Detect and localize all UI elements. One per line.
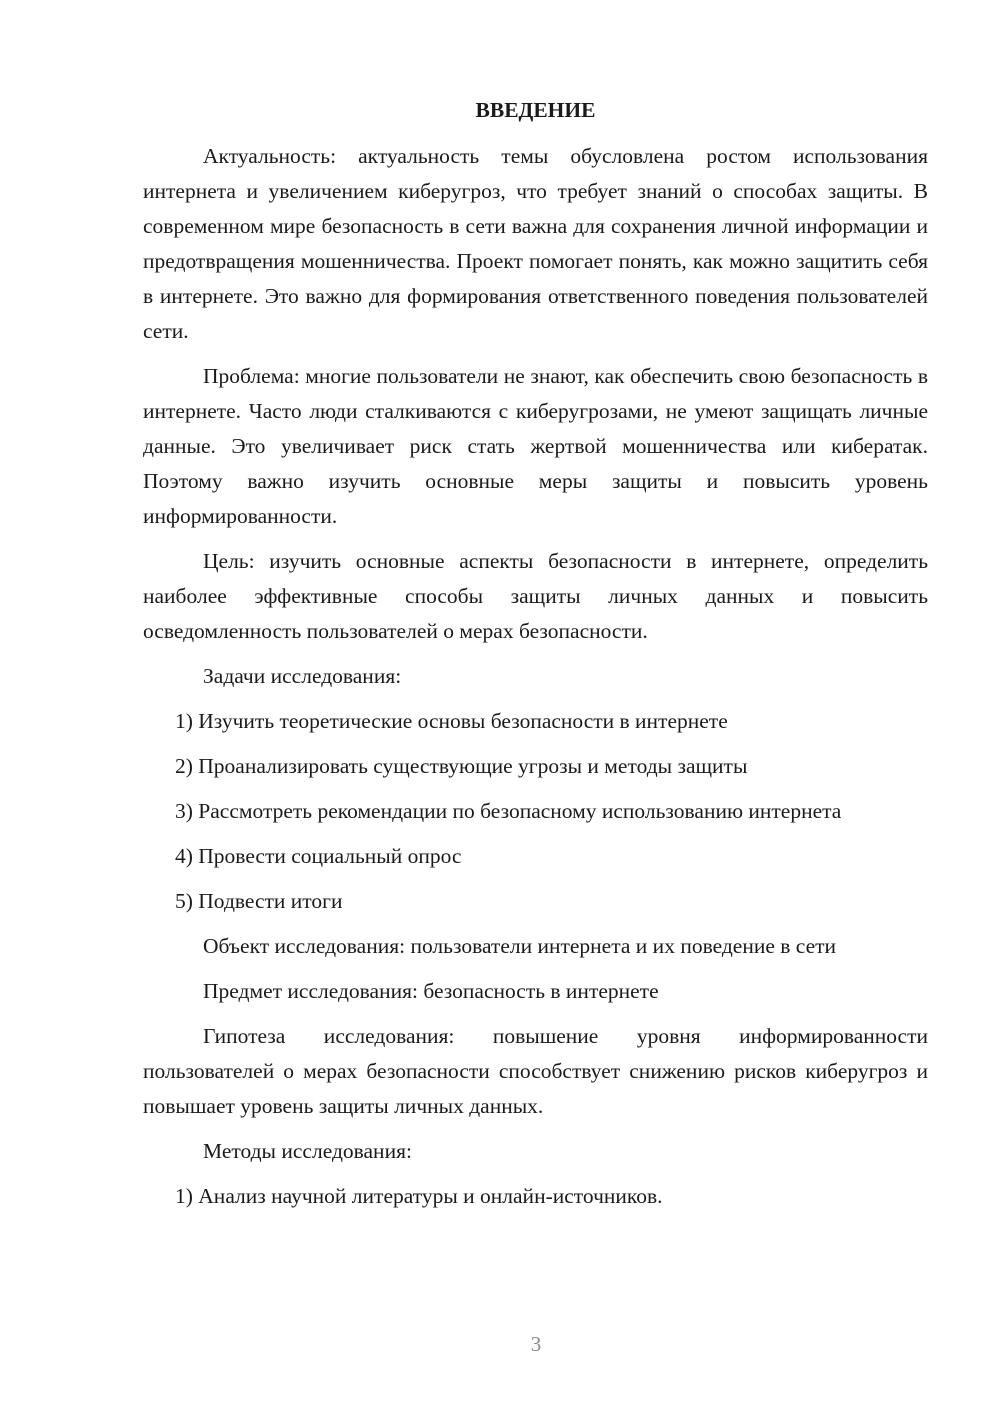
page-number: 3 bbox=[530, 1332, 542, 1356]
section-title: ВВЕДЕНИЕ bbox=[475, 98, 596, 122]
list-item-task-5: 5) Подвести итоги bbox=[175, 889, 343, 913]
paragraph-methods-heading: Методы исследования: bbox=[203, 1139, 412, 1163]
paragraph-object: Объект исследования: пользователи интернета и их поведение в сети bbox=[203, 934, 837, 958]
document-page bbox=[143, 95, 928, 1224]
list-item-method-1: 1) Анализ научной литературы и онлайн-источников. bbox=[175, 1184, 663, 1208]
paragraph-relevance: Актуальность: актуальность темы обусловлена ростом использования интернета и увеличением киберугроз, что требует знаний о способах защиты. В современном мире безопасность в сети важна для сохранения личной информации и предотвращения мошенничества. Проект помогает понять, как можно защитить себя в интернете. Это важно для формирования ответственного поведения пользователей сети. bbox=[143, 144, 928, 343]
list-item-task-1: 1) Изучить теоретические основы безопасности в интернете bbox=[175, 709, 728, 733]
paragraph-tasks-heading: Задачи исследования: bbox=[203, 664, 402, 688]
paragraph-hypothesis: Гипотеза исследования: повышение уровня информированности пользователей о мерах безопасности способствует снижению рисков киберугроз и повышает уровень защиты личных данных. bbox=[143, 1024, 928, 1118]
list-item-task-2: 2) Проанализировать существующие угрозы и методы защиты bbox=[175, 754, 748, 778]
paragraph-goal: Цель: изучить основные аспекты безопасности в интернете, определить наиболее эффективные способы защиты личных данных и повысить осведомленность пользователей о мерах безопасности. bbox=[143, 549, 928, 643]
list-item-task-4: 4) Провести социальный опрос bbox=[175, 844, 462, 868]
list-item-task-3: 3) Рассмотреть рекомендации по безопасному использованию интернета bbox=[175, 799, 842, 823]
paragraph-subject: Предмет исследования: безопасность в интернете bbox=[203, 979, 659, 1003]
paragraph-problem: Проблема: многие пользователи не знают, как обеспечить свою безопасность в интернете. Часто люди сталкиваются с киберугрозами, не умеют защищать личные данные. Это увеличивает риск стать жертвой мошенничества или кибератак. Поэтому важно изучить основные меры защиты и повысить уровень информированности. bbox=[143, 364, 928, 528]
